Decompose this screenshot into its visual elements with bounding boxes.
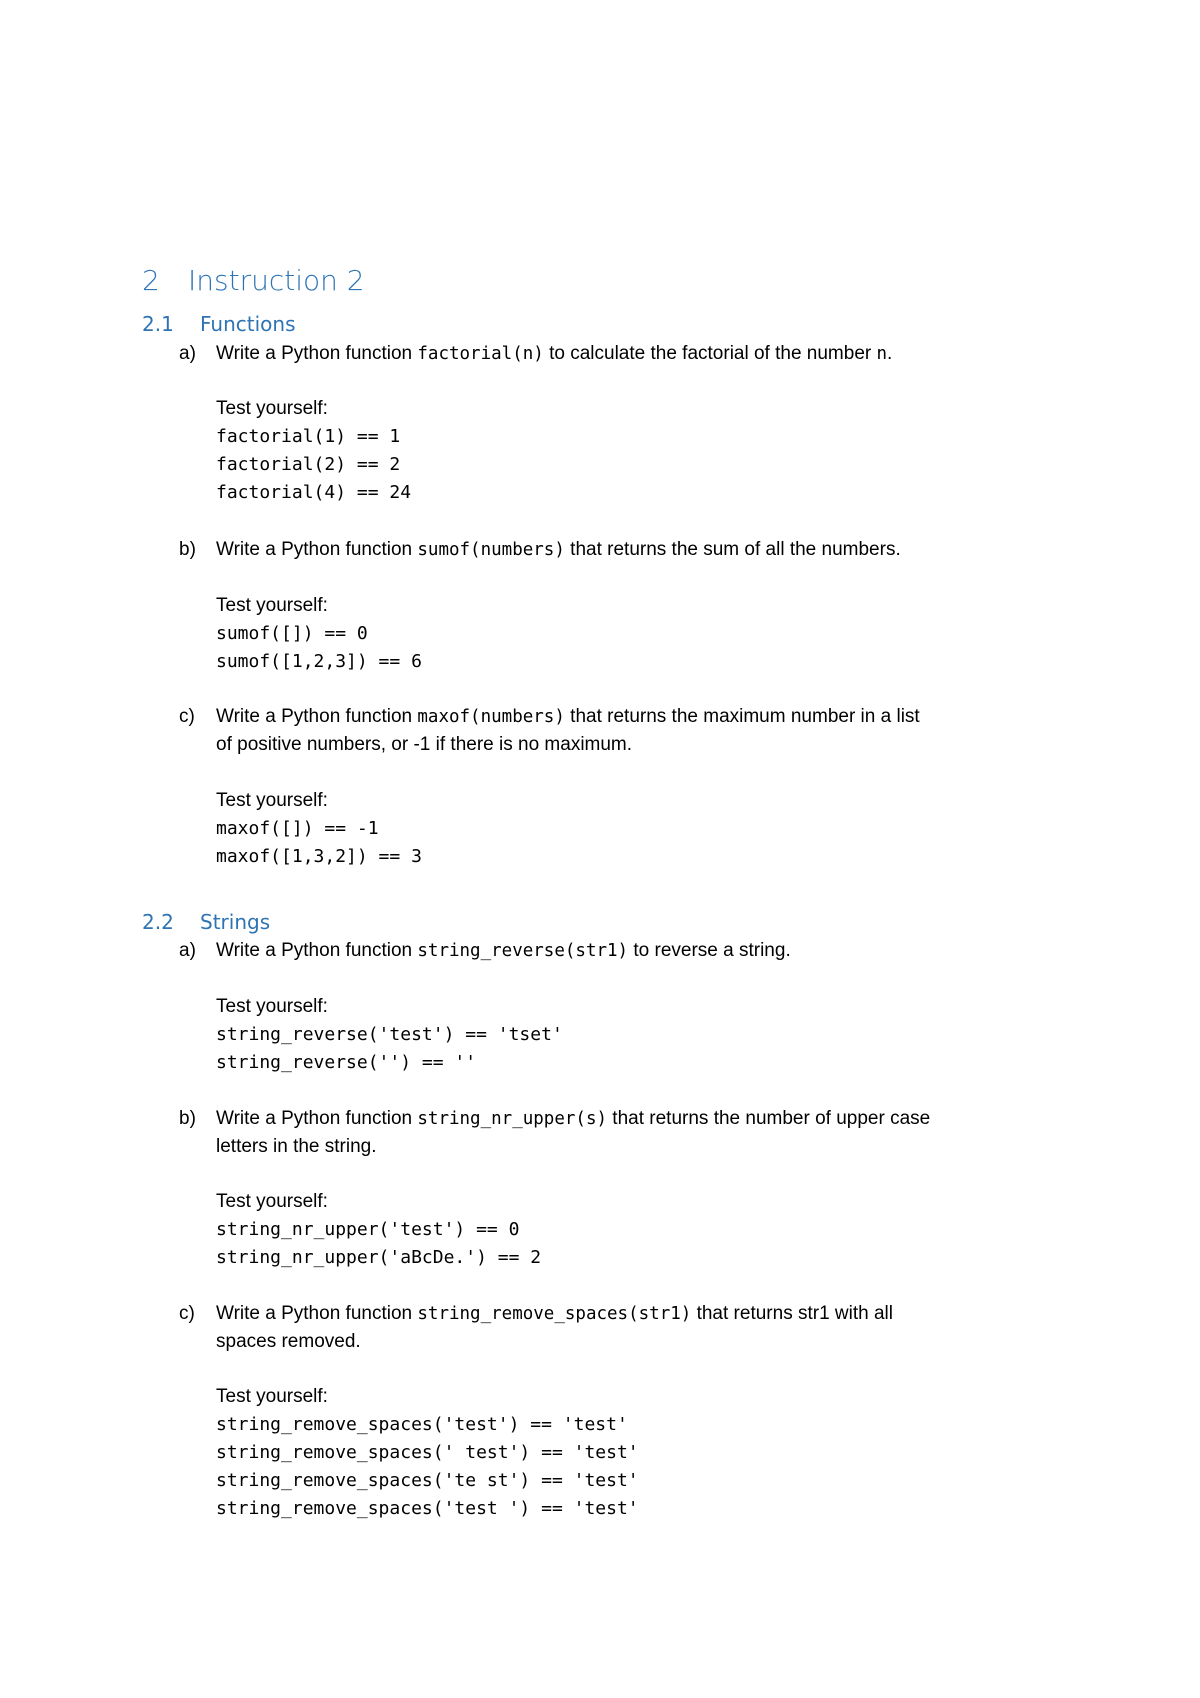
test-case: factorial(2) == 2 xyxy=(216,454,401,475)
test-case: string_remove_spaces('te st') == 'test' xyxy=(216,1470,639,1491)
exercise-text-part: Write a Python function xyxy=(216,1108,418,1129)
exercise-text-part: to calculate the factorial of the number xyxy=(543,343,877,364)
test-case: maxof([]) == -1 xyxy=(216,818,379,839)
exercise-text-continued: spaces removed. xyxy=(216,1331,361,1352)
exercise-text-part: Write a Python function xyxy=(216,940,418,961)
subsection-number: 2.2 xyxy=(142,910,174,934)
item-marker: c) xyxy=(179,706,195,727)
item-marker: a) xyxy=(179,940,196,961)
exercise-text-part: Write a Python function xyxy=(216,343,418,364)
function-signature: factorial(n) xyxy=(417,344,544,364)
exercise-text-continued: of positive numbers, or -1 if there is no maximum. xyxy=(216,734,633,755)
exercise-text xyxy=(216,1303,893,1325)
function-signature: sumof(numbers) xyxy=(417,540,565,560)
function-signature: string_reverse(str1) xyxy=(417,941,629,961)
test-case: string_reverse('') == '' xyxy=(216,1052,477,1073)
item-marker: b) xyxy=(179,1108,196,1129)
subsection-number: 2.1 xyxy=(142,312,174,336)
function-signature: maxof(numbers) xyxy=(417,707,565,727)
test-yourself-label: Test yourself: xyxy=(216,790,328,811)
exercise-text-part: that returns str1 with all xyxy=(691,1303,894,1324)
section-heading xyxy=(142,264,365,297)
subsection-heading xyxy=(142,312,296,336)
exercise-text-part: Write a Python function xyxy=(216,1303,418,1324)
inline-code: n xyxy=(876,344,888,364)
test-case: string_reverse('test') == 'tset' xyxy=(216,1024,563,1045)
subsection-title: Functions xyxy=(200,312,296,336)
exercise-text-part: Write a Python function xyxy=(216,539,418,560)
test-case: string_nr_upper('test') == 0 xyxy=(216,1219,520,1240)
item-marker: b) xyxy=(179,539,196,560)
exercise-text xyxy=(216,940,791,962)
exercise-text-part: that returns the maximum number in a list xyxy=(564,706,920,727)
test-case: sumof([]) == 0 xyxy=(216,623,368,644)
test-yourself-label: Test yourself: xyxy=(216,1386,328,1407)
subsection-heading xyxy=(142,910,270,934)
subsection-title: Strings xyxy=(200,910,271,934)
section-title: Instruction 2 xyxy=(188,264,365,297)
exercise-text xyxy=(216,706,920,728)
test-yourself-label: Test yourself: xyxy=(216,398,328,419)
test-case: sumof([1,2,3]) == 6 xyxy=(216,651,422,672)
test-yourself-label: Test yourself: xyxy=(216,996,328,1017)
exercise-text xyxy=(216,343,892,365)
test-case: factorial(4) == 24 xyxy=(216,482,412,503)
test-case: string_remove_spaces('test ') == 'test' xyxy=(216,1498,639,1519)
exercise-text-continued: letters in the string. xyxy=(216,1136,377,1157)
item-marker: c) xyxy=(179,1303,195,1324)
item-marker: a) xyxy=(179,343,196,364)
function-signature: string_remove_spaces(str1) xyxy=(417,1304,692,1324)
test-yourself-label: Test yourself: xyxy=(216,595,328,616)
test-case: maxof([1,3,2]) == 3 xyxy=(216,846,422,867)
test-case: string_nr_upper('aBcDe.') == 2 xyxy=(216,1247,542,1268)
exercise-text-part: . xyxy=(887,343,893,364)
exercise-text-part: Write a Python function xyxy=(216,706,418,727)
exercise-text-part: to reverse a string. xyxy=(628,940,791,961)
test-case: factorial(1) == 1 xyxy=(216,426,401,447)
exercise-text xyxy=(216,1108,930,1130)
exercise-text-part: that returns the sum of all the numbers. xyxy=(564,539,901,560)
test-case: string_remove_spaces(' test') == 'test' xyxy=(216,1442,639,1463)
exercise-text xyxy=(216,539,901,561)
function-signature: string_nr_upper(s) xyxy=(417,1109,608,1129)
section-number: 2 xyxy=(142,264,160,297)
exercise-text-part: that returns the number of upper case xyxy=(607,1108,931,1129)
test-case: string_remove_spaces('test') == 'test' xyxy=(216,1414,628,1435)
test-yourself-label: Test yourself: xyxy=(216,1191,328,1212)
